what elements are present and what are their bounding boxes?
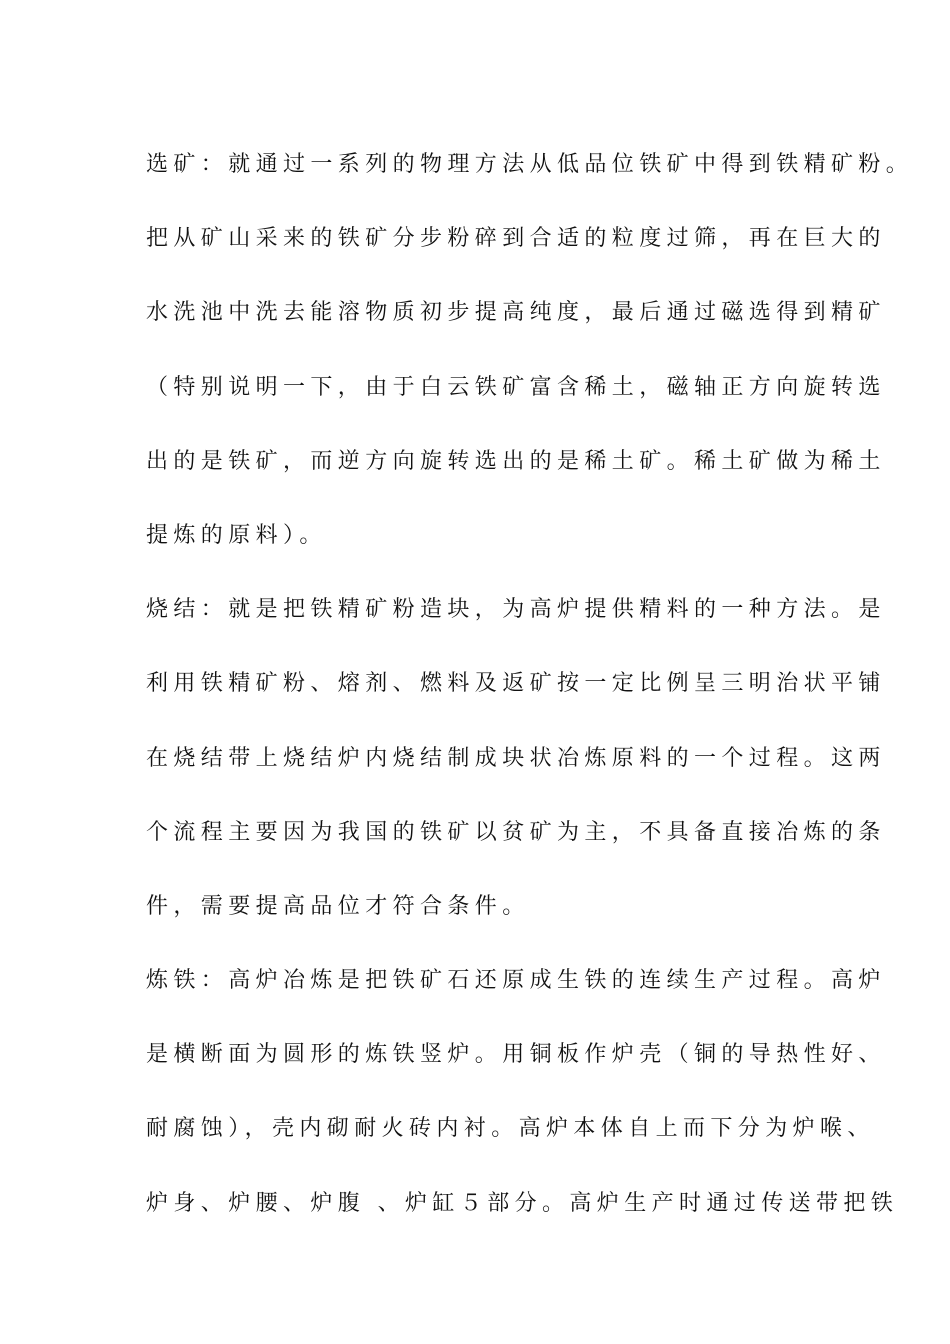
text-line: 把从矿山采来的铁矿分步粉碎到合适的粒度过筛，再在巨大的: [146, 226, 886, 252]
text-line: 烧结：就是把铁精矿粉造块，为高炉提供精料的一种方法。是: [146, 597, 886, 623]
body-text: [146, 128, 914, 1241]
text-line: 耐腐蚀），壳内砌耐火砖内衬。高炉本体自上而下分为炉喉、: [146, 1116, 875, 1142]
text-line: 在烧结带上烧结炉内烧结制成块状冶炼原料的一个过程。这两: [146, 745, 886, 771]
text-line: 炉身、炉腰、炉腹 、炉缸５部分。高炉生产时通过传送带把铁: [146, 1190, 899, 1216]
text-line: 是横断面为圆形的炼铁竖炉。用铜板作炉壳（铜的导热性好、: [146, 1042, 886, 1068]
text-line: 件，需要提高品位才符合条件。: [146, 893, 530, 919]
text-line: 提炼的原料）。: [146, 522, 327, 548]
text-line: 炼铁：高炉冶炼是把铁矿石还原成生铁的连续生产过程。高炉: [146, 968, 886, 994]
text-line: 个流程主要因为我国的铁矿以贫矿为主，不具备直接冶炼的条: [146, 819, 886, 845]
text-line: 水洗池中洗去能溶物质初步提高纯度，最后通过磁选得到精矿: [146, 300, 886, 326]
text-line: 选矿：就通过一系列的物理方法从低品位铁矿中得到铁精矿粉。: [146, 152, 914, 177]
text-line: （特别说明一下，由于白云铁矿富含稀土，磁轴正方向旋转选: [146, 374, 886, 400]
text-line: 出的是铁矿，而逆方向旋转选出的是稀土矿。稀土矿做为稀土: [146, 448, 886, 474]
text-line: 利用铁精矿粉、熔剂、燃料及返矿按一定比例呈三明治状平铺: [146, 671, 886, 697]
